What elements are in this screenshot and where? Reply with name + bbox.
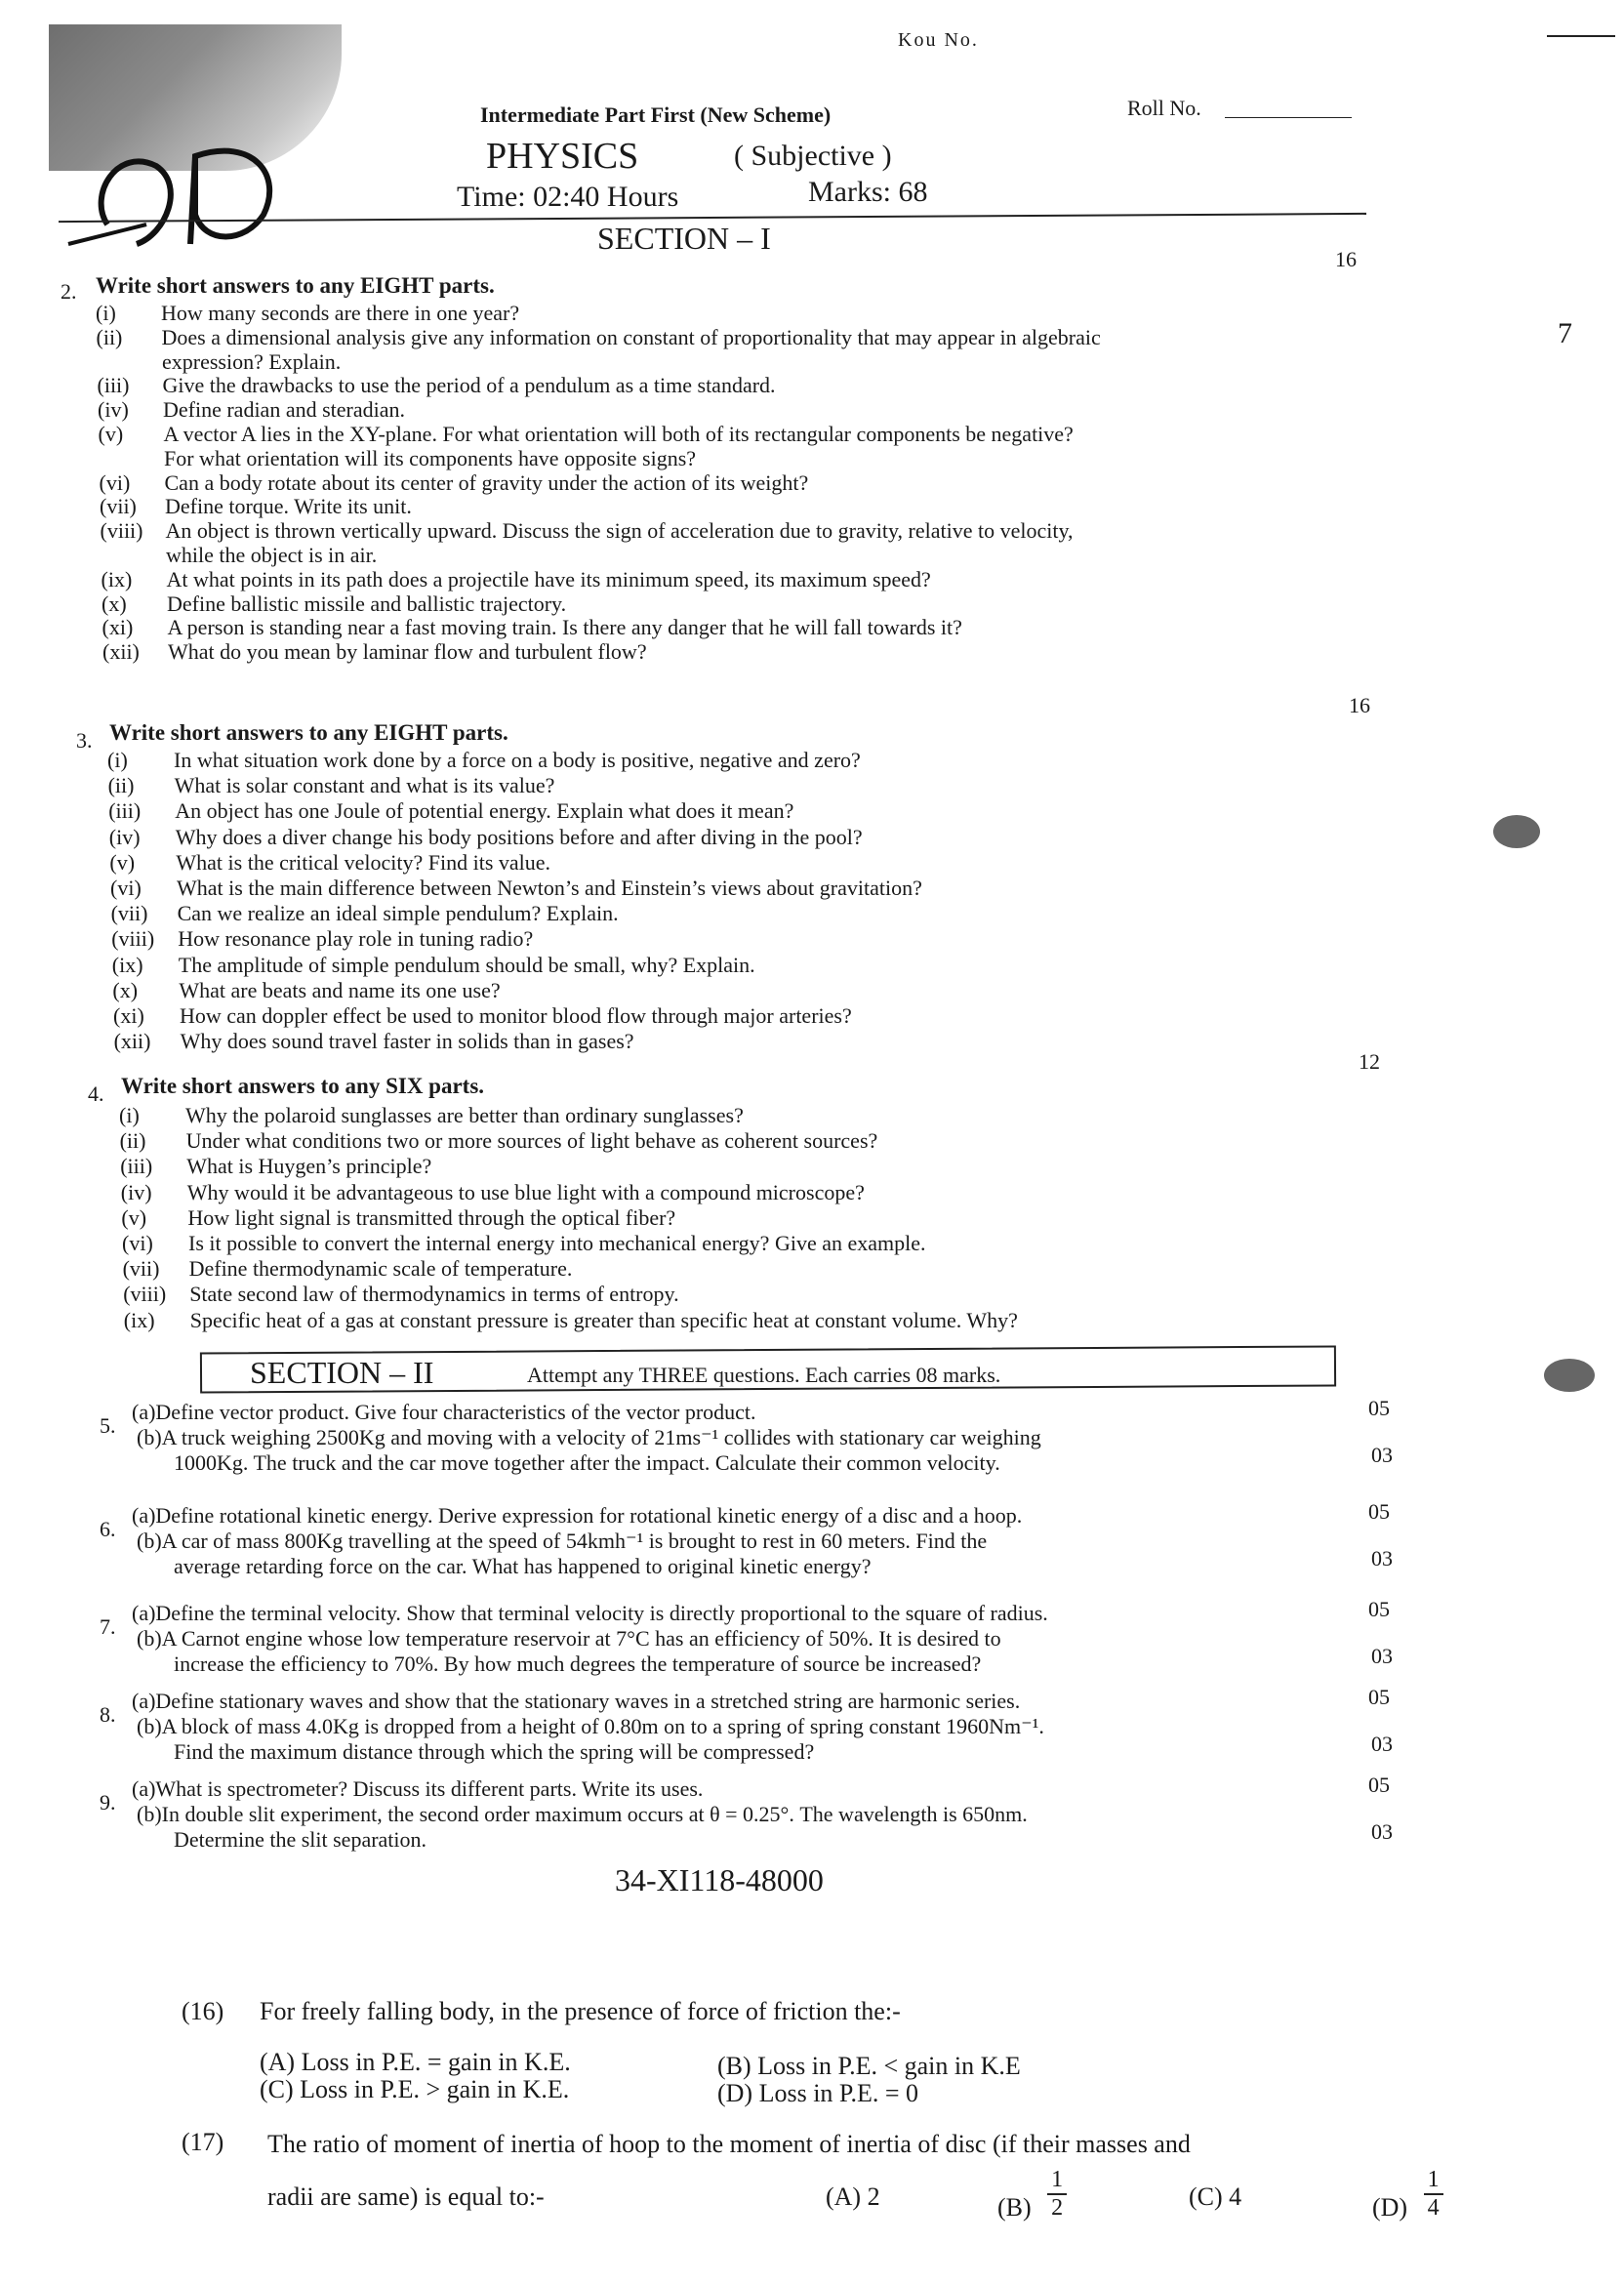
part-number: (iv) [98, 397, 129, 423]
part-number: (x) [102, 591, 127, 616]
part-b-marks: 03 [1371, 1443, 1393, 1467]
fraction-numerator: 1 [1047, 2167, 1067, 2195]
part-number: (viii) [100, 518, 143, 544]
corner-mark: 7 [1558, 317, 1572, 349]
fraction-numerator: 1 [1424, 2167, 1443, 2195]
section-2-instruction: Attempt any THREE questions. Each carries 08 marks. [527, 1363, 1001, 1387]
part-text: How light signal is transmitted through the optical fiber? [187, 1204, 676, 1230]
part-number: (ii) [119, 1128, 146, 1154]
paper-type: ( Subjective ) [734, 140, 892, 172]
question-number: 8. [100, 1702, 116, 1727]
mcq-16-option-b[interactable]: (B) Loss in P.E. < gain in K.E [717, 2052, 1021, 2080]
part-text: expression? Explain. [162, 348, 342, 374]
q3-number: 3. [76, 728, 93, 753]
question-number: 5. [100, 1413, 116, 1438]
roll-fragment-top: Kou No. [898, 29, 979, 51]
part-number: (vii) [100, 494, 137, 519]
question-number: 7. [100, 1614, 116, 1639]
part-number: (ii) [96, 324, 123, 349]
part-number: (viii) [123, 1282, 167, 1307]
question-number: 9. [100, 1790, 116, 1815]
fraction-denominator: 4 [1427, 2195, 1440, 2221]
part-number: (x) [112, 977, 139, 1002]
part-b-text-line-2: increase the efficiency to 70%. By how much degrees the temperature of source be increased? [174, 1652, 982, 1676]
question-number: 6. [100, 1517, 116, 1541]
part-text: A person is standing near a fast moving train. Is there any danger that he will fall towards it? [167, 615, 962, 640]
mcq-17-option-a[interactable]: (A) 2 [826, 2182, 880, 2211]
part-b-text-line-1: (b)A car of mass 800Kg travelling at the speed of 54kmh⁻¹ is brought to rest in 60 meters. Find the [137, 1529, 988, 1553]
q3-marks: 16 [1349, 693, 1370, 717]
part-text: State second law of thermodynamics in terms of entropy. [189, 1282, 679, 1307]
part-number: (vi) [110, 876, 142, 900]
part-b-text-line-1: (b)A Carnot engine whose low temperature reservoir at 7°C has an efficiency of 50%. It is desired to [137, 1626, 1001, 1651]
part-text: An object has one Joule of potential energy. Explain what does it mean? [175, 798, 794, 824]
part-text: A vector A lies in the XY-plane. For what orientation will both of its rectangular components be negative? [163, 422, 1074, 446]
part-text: Give the drawbacks to use the period of a pendulum as a time standard. [162, 373, 776, 398]
part-text: How resonance play role in tuning radio? [178, 926, 534, 952]
corner-line [1547, 35, 1615, 37]
part-number: (ii) [107, 773, 135, 798]
part-text: Under what conditions two or more sources of light behave as coherent sources? [185, 1128, 878, 1154]
q2-marks: 16 [1335, 247, 1357, 271]
part-text: How can doppler effect be used to monitor blood flow through major arteries? [180, 1003, 852, 1028]
part-a-marks: 05 [1368, 1597, 1390, 1621]
paper-code: 34-XI118-48000 [615, 1862, 824, 1897]
part-text: What is the critical velocity? Find its value. [176, 849, 551, 875]
part-b-text-line-1: (b)A truck weighing 2500Kg and moving with a velocity of 21ms⁻¹ collides with stationary car weighing [137, 1425, 1041, 1449]
part-text: Is it possible to convert the internal energy into mechanical energy? Give an example. [188, 1231, 926, 1255]
part-a-text: (a)What is spectrometer? Discuss its different parts. Write its uses. [132, 1776, 704, 1801]
q3-heading: Write short answers to any EIGHT parts. [109, 720, 508, 745]
scan-blot-right-2 [1544, 1359, 1595, 1392]
part-text: while the object is in air. [166, 543, 378, 567]
part-number: (ix) [111, 952, 143, 977]
part-a-marks: 05 [1368, 1396, 1390, 1420]
part-number: (i) [119, 1103, 140, 1127]
part-text: Can we realize an ideal simple pendulum? Explain. [177, 901, 619, 926]
part-text: The amplitude of simple pendulum should be small, why? Explain. [178, 952, 755, 977]
part-b-marks: 03 [1371, 1819, 1393, 1844]
part-text: Why does a diver change his body positions before and after diving in the pool? [175, 824, 863, 849]
mcq-17-stem-line-1: The ratio of moment of inertia of hoop to the moment of inertia of disc (if their masses and [267, 2130, 1191, 2158]
part-text: Define thermodynamic scale of temperature. [188, 1256, 573, 1282]
part-text: Define radian and steradian. [163, 397, 405, 423]
roll-number-line[interactable] [1225, 117, 1352, 118]
part-number: (iii) [120, 1154, 153, 1179]
section-2-title: SECTION – II [250, 1355, 434, 1390]
time-allowed: Time: 02:40 Hours [457, 181, 679, 213]
fraction-denominator: 2 [1051, 2195, 1064, 2221]
mcq-17-option-b[interactable] [997, 2167, 1067, 2222]
part-text: Why would it be advantageous to use blue light with a compound microscope? [186, 1179, 865, 1204]
part-a-text: (a)Define vector product. Give four characteristics of the vector product. [132, 1400, 756, 1424]
part-number: (iv) [120, 1179, 152, 1204]
part-a-text: (a)Define stationary waves and show that the stationary waves in a stretched string are harmonic series. [132, 1689, 1021, 1713]
mcq-16-option-d[interactable]: (D) Loss in P.E. = 0 [717, 2079, 919, 2107]
q2-number: 2. [61, 279, 77, 304]
part-text: What are beats and name its one use? [179, 977, 501, 1002]
part-number: (ix) [123, 1307, 155, 1332]
part-number: (xi) [102, 615, 134, 640]
part-number: (viii) [111, 926, 155, 952]
part-text: Can a body rotate about its center of gravity under the action of its weight? [164, 469, 809, 495]
part-text: At what points in its path does a projectile have its minimum speed, its maximum speed? [166, 566, 931, 591]
part-a-marks: 05 [1368, 1499, 1390, 1524]
part-number: (xii) [102, 639, 140, 665]
part-number: (ix) [101, 566, 133, 591]
part-a-text: (a)Define rotational kinetic energy. Derive expression for rotational kinetic energy of a disc and a hoop. [132, 1503, 1023, 1528]
part-number: (iv) [108, 824, 141, 849]
section-1-title: SECTION – I [597, 221, 771, 256]
part-number: (xii) [113, 1029, 151, 1054]
handwritten-mark [49, 98, 342, 264]
part-b-text-line-2: average retarding force on the car. What has happened to original kinetic energy? [174, 1554, 872, 1578]
part-number: (xi) [113, 1003, 144, 1028]
mcq-17-number: (17) [182, 2128, 224, 2156]
mcq-16-option-c[interactable]: (C) Loss in P.E. > gain in K.E. [260, 2075, 570, 2103]
part-text: In what situation work done by a force on a body is positive, negative and zero? [174, 748, 861, 772]
mcq-17-option-d[interactable] [1372, 2167, 1443, 2222]
q4-heading: Write short answers to any SIX parts. [121, 1074, 485, 1098]
part-text: Why does sound travel faster in solids than in gases? [180, 1029, 634, 1054]
part-a-marks: 05 [1368, 1773, 1390, 1797]
subject-title: PHYSICS [486, 136, 639, 177]
exam-subtitle: Intermediate Part First (New Scheme) [480, 102, 832, 127]
mcq-17-stem-line-2: radii are same) is equal to:- [267, 2182, 545, 2211]
mcq-17-option-b-label: (B) [997, 2192, 1032, 2222]
mcq-16-number: (16) [182, 1997, 224, 2025]
part-number: (vii) [110, 901, 148, 926]
part-text: Define ballistic missile and ballistic trajectory. [167, 591, 567, 616]
part-text: What is solar constant and what is its value? [174, 773, 555, 798]
part-text: What is Huygen’s principle? [186, 1154, 432, 1179]
mcq-17-option-c[interactable]: (C) 4 [1189, 2182, 1242, 2211]
part-number: (vii) [122, 1256, 160, 1282]
part-text: Why the polaroid sunglasses are better than ordinary sunglasses? [185, 1103, 744, 1127]
mcq-16-option-a[interactable]: (A) Loss in P.E. = gain in K.E. [260, 2048, 571, 2076]
q4-number: 4. [88, 1081, 104, 1106]
part-b-marks: 03 [1371, 1546, 1393, 1570]
mcq-16-stem: For freely falling body, in the presence of force of friction the:- [260, 1997, 901, 2025]
part-number: (i) [107, 748, 128, 772]
part-text: How many seconds are there in one year? [161, 301, 520, 325]
part-b-text-line-2: 1000Kg. The truck and the car move together after the impact. Calculate their common velocity. [174, 1450, 1000, 1475]
q4-marks: 12 [1359, 1049, 1380, 1074]
part-text: An object is thrown vertically upward. Discuss the sign of acceleration due to gravity, relative to velocity, [165, 518, 1074, 544]
total-marks: Marks: 68 [808, 176, 928, 208]
part-number: (iii) [108, 798, 142, 824]
part-b-text-line-1: (b)A block of mass 4.0Kg is dropped from a height of 0.80m on to a spring of spring constant 1960Nm⁻¹. [137, 1714, 1044, 1738]
part-b-text-line-2: Find the maximum distance through which the spring will be compressed? [174, 1739, 815, 1764]
part-number: (i) [96, 301, 116, 325]
part-text: Specific heat of a gas at constant pressure is greater than specific heat at constant volume. Why? [189, 1307, 1018, 1332]
part-text: Does a dimensional analysis give any information on constant of proportionality that may appear in algebraic [161, 324, 1101, 349]
part-b-text-line-1: (b)In double slit experiment, the second order maximum occurs at θ = 0.25°. The wavelength is 650nm. [137, 1802, 1028, 1826]
part-text: What is the main difference between Newton’s and Einstein’s views about gravitation? [177, 876, 922, 900]
part-a-marks: 05 [1368, 1685, 1390, 1709]
part-text: What do you mean by laminar flow and turbulent flow? [168, 639, 647, 665]
part-text: Define torque. Write its unit. [165, 494, 412, 519]
mcq-17-option-d-label: (D) [1372, 2192, 1408, 2222]
part-number: (v) [98, 422, 124, 446]
part-b-text-line-2: Determine the slit separation. [174, 1827, 427, 1852]
roll-number-label: Roll No. [1127, 96, 1201, 120]
part-number: (vi) [99, 469, 131, 495]
scan-blot-right-1 [1493, 815, 1540, 848]
part-b-marks: 03 [1371, 1644, 1393, 1668]
q2-heading: Write short answers to any EIGHT parts. [96, 273, 495, 298]
part-number: (v) [121, 1204, 147, 1230]
part-number: (iii) [97, 373, 130, 398]
part-a-text: (a)Define the terminal velocity. Show that terminal velocity is directly proportional to the square of radius. [132, 1601, 1048, 1625]
part-number: (vi) [122, 1231, 153, 1255]
part-number: (v) [109, 849, 136, 875]
part-b-marks: 03 [1371, 1732, 1393, 1756]
part-text: For what orientation will its components have opposite signs? [164, 445, 697, 470]
